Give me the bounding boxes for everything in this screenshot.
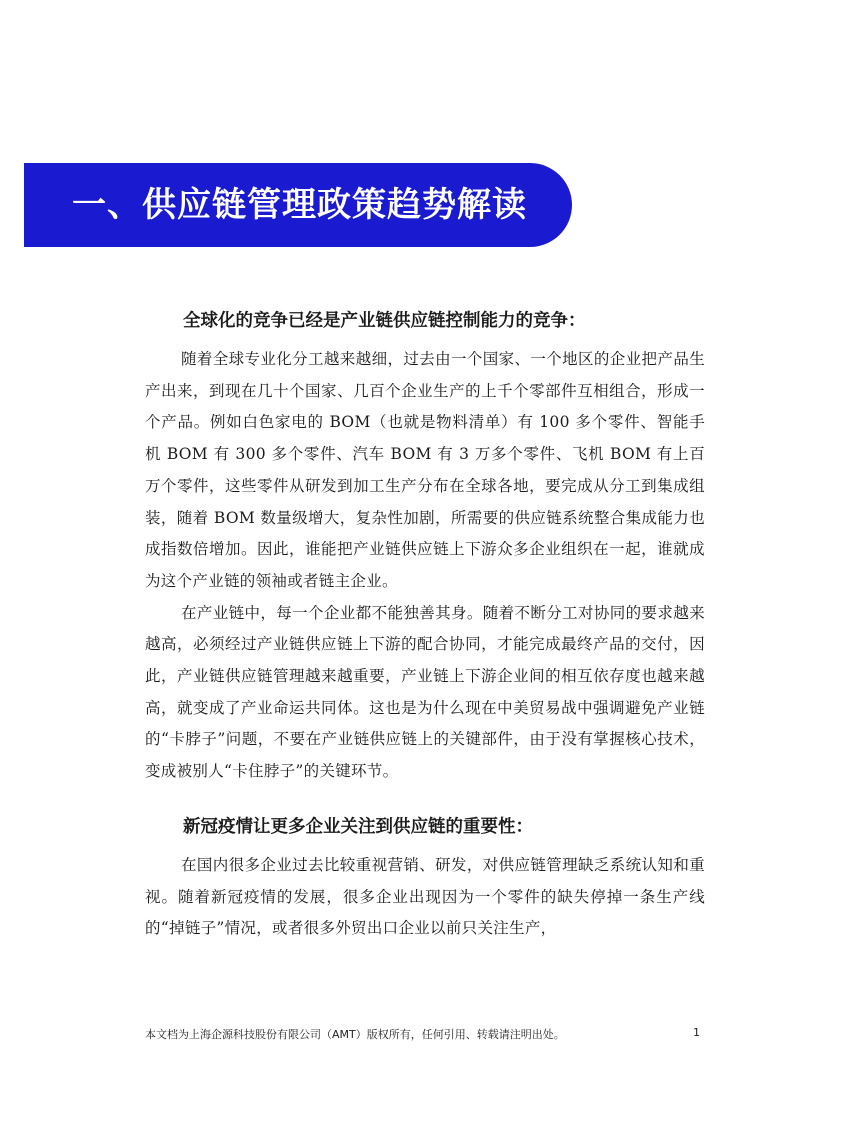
- section-title-banner: [24, 163, 572, 247]
- section-globalization: [145, 308, 705, 788]
- section-covid: [145, 814, 705, 945]
- body-paragraph: 随着全球专业化分工越来越细，过去由一个国家、一个地区的企业把产品生产出来，到现在几十个国家、几百个企业生产的上千个零部件互相组合，形成一个产品。例如白色家电的 BOM（也就是物料清单）有 100 多个零件、智能手机 BOM 有 300 多个零件、汽车 BOM 有 3 万多个零件、飞机 BOM 有上百万个零件，这些零件从研发到加工生产分布在全球各地，要完成从分工到集成组装，随着 BOM 数量级增大，复杂性加剧，所需要的供应链系统整合集成能力也成指数倍增加。因此，谁能把产业链供应链上下游众多企业组织在一起，谁就成为这个产业链的领袖或者链主企业。: [145, 350, 705, 590]
- document-body: [145, 308, 705, 945]
- page-number: 1: [693, 1026, 700, 1039]
- section-heading: 新冠疫情让更多企业关注到供应链的重要性：: [183, 816, 533, 837]
- copyright-notice: 本文档为上海企源科技股份有限公司（AMT）版权所有，任何引用、转载请注明出处。: [145, 1028, 565, 1041]
- section-title: 一、供应链管理政策趋势解读: [72, 185, 527, 225]
- page-footer: [145, 1026, 700, 1042]
- body-paragraph: 在产业链中，每一个企业都不能独善其身。随着不断分工对协同的要求越来越高，必须经过产业链供应链上下游的配合协同，才能完成最终产品的交付，因此，产业链供应链管理越来越重要，产业链上下游企业间的相互依存度也越来越高，就变成了产业命运共同体。这也是为什么现在中美贸易战中强调避免产业链的“卡脖子”问题，不要在产业链供应链上的关键部件，由于没有掌握核心技术，变成被别人“卡住脖子”的关键环节。: [145, 603, 705, 781]
- section-heading: 全球化的竞争已经是产业链供应链控制能力的竞争：: [183, 311, 586, 331]
- body-paragraph: 在国内很多企业过去比较重视营销、研发，对供应链管理缺乏系统认知和重视。随着新冠疫情的发展，很多企业出现因为一个零件的缺失停掉一条生产线的“掉链子”情况，或者很多外贸出口企业以前只关注生产，: [145, 855, 705, 938]
